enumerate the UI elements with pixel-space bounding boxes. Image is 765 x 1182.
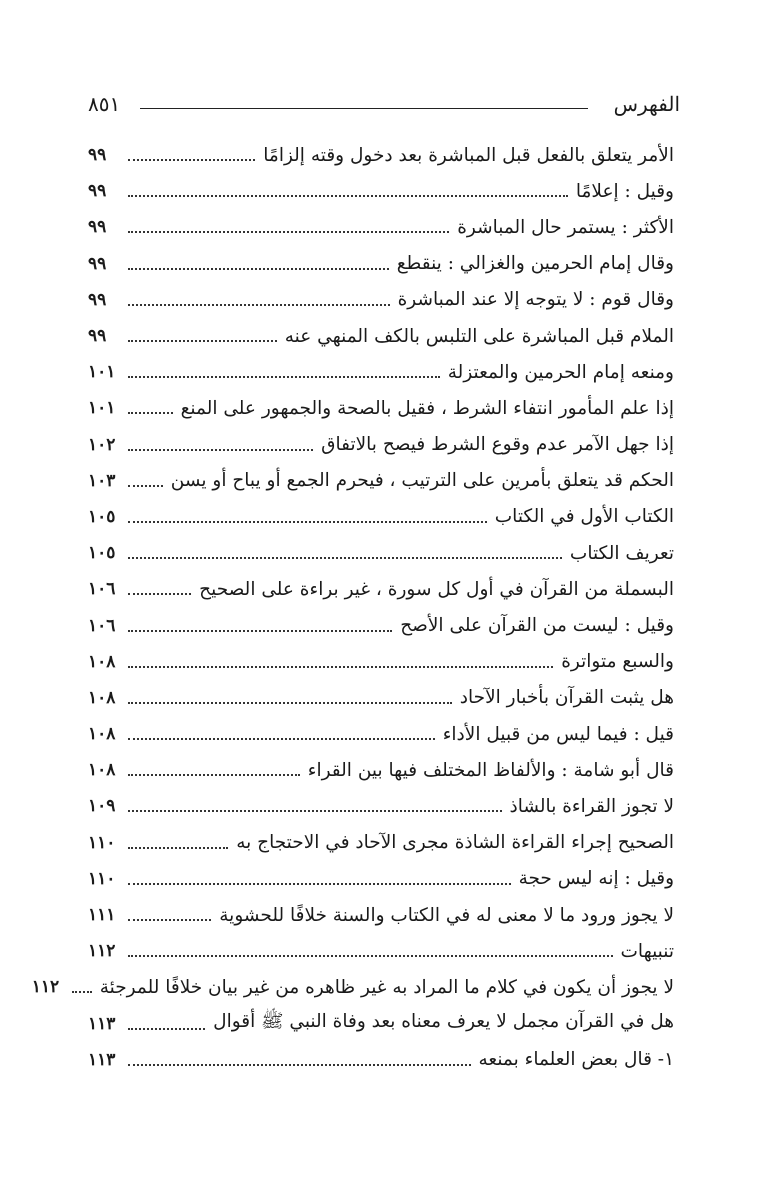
- toc-entry-page: ٩٩: [88, 326, 107, 347]
- toc-entry-title: والسبع متواترة: [561, 651, 674, 673]
- dot-leader: [128, 449, 313, 451]
- toc-entry: [88, 427, 674, 463]
- toc-entry-page: ١١١: [88, 905, 116, 926]
- toc-entry-page: ٩٩: [88, 145, 107, 166]
- toc-entry-title: ومنعه إمام الحرمين والمعتزلة: [447, 361, 674, 383]
- toc-entry: [88, 861, 674, 897]
- dot-leader: [128, 557, 562, 559]
- dot-leader: [128, 376, 440, 378]
- toc-entry: [88, 788, 674, 824]
- toc-entry-page: ١١٣: [88, 1013, 116, 1034]
- toc-entry-title: الملام قبل المباشرة على التلبس بالكف المنهي عنه: [284, 325, 674, 347]
- toc-entry-page: ١٠٣: [88, 470, 116, 491]
- toc-entry: [88, 1042, 674, 1078]
- dot-leader: [128, 1064, 471, 1066]
- toc-entry-title: الحكم قد يتعلق بأمرين على الترتيب ، فيحرم الجمع أو يباح أو يسن: [170, 470, 674, 492]
- toc-entry-title: هل في القرآن مجمل لا يعرف معناه بعد وفاة النبي ﷺ أقوال: [213, 1010, 674, 1032]
- page-header: [88, 92, 680, 122]
- toc-entry: [88, 933, 674, 969]
- toc-entry: [88, 607, 674, 643]
- toc-entry: [88, 716, 674, 752]
- toc-entry-title: لا يجوز أن يكون في كلام ما المراد به غير ظاهره من غير بيان خلافًا للمرجئة: [99, 976, 674, 998]
- header-rule: [140, 108, 588, 109]
- dot-leader: [128, 231, 449, 233]
- page-number: ٨٥١: [88, 92, 121, 116]
- toc-entry-page: ١٠١: [88, 362, 116, 383]
- dot-leader: [128, 738, 435, 740]
- toc-entry-title: وقال قوم : لا يتوجه إلا عند المباشرة: [397, 289, 674, 311]
- toc-entry-page: ١١٠: [88, 868, 116, 889]
- toc-entry-title: وقيل : ليست من القرآن على الأصح: [400, 615, 674, 637]
- toc-entry: [88, 499, 674, 535]
- toc-entry: [31, 969, 674, 1005]
- toc-entry-page: ٩٩: [88, 289, 107, 310]
- dot-leader: [128, 919, 211, 921]
- toc-entry-page: ١١٢: [31, 977, 60, 998]
- toc-entry: [88, 1006, 674, 1042]
- dot-leader: [128, 195, 568, 197]
- toc-entry-title: الأمر يتعلق بالفعل قبل المباشرة بعد دخول وقته إلزامًا: [263, 144, 674, 166]
- toc-entry-page: ١٠١: [88, 398, 116, 419]
- toc-entry-page: ١٠٥: [88, 506, 116, 527]
- toc-entry: [88, 897, 674, 933]
- dot-leader: [128, 412, 173, 414]
- toc-entry: [88, 282, 674, 318]
- dot-leader: [128, 268, 389, 270]
- toc-entry: [88, 752, 674, 788]
- running-title: الفهرس: [613, 92, 680, 116]
- table-of-contents: [31, 137, 674, 1078]
- toc-entry-page: ١١٢: [88, 941, 116, 962]
- toc-entry-title: الصحيح إجراء القراءة الشاذة مجرى الآحاد في الاحتجاج به: [236, 832, 674, 854]
- toc-entry: [88, 680, 674, 716]
- toc-entry: [88, 318, 674, 354]
- toc-entry-title: وقيل : إنه ليس حجة: [518, 868, 674, 890]
- toc-entry-title: وقيل : إعلامًا: [575, 180, 674, 202]
- toc-entry-title: قال أبو شامة : والألفاظ المختلف فيها بين القراء: [307, 759, 674, 781]
- toc-entry: [88, 137, 674, 173]
- toc-entry: [88, 390, 674, 426]
- dot-leader: [128, 630, 392, 632]
- dot-leader: [128, 304, 390, 306]
- toc-entry: [88, 535, 674, 571]
- toc-entry: [88, 644, 674, 680]
- toc-entry-page: ١٠٢: [88, 434, 116, 455]
- toc-entry-title: لا تجوز القراءة بالشاذ: [509, 795, 674, 817]
- dot-leader: [128, 485, 163, 487]
- toc-entry-title: البسملة من القرآن في أول كل سورة ، غير براءة على الصحيح: [199, 578, 674, 600]
- toc-entry-page: ١٠٦: [88, 615, 116, 636]
- toc-entry-title: إذا علم المأمور انتفاء الشرط ، فقيل بالصحة والجمهور على المنع: [180, 397, 674, 419]
- toc-entry-page: ١١٠: [88, 832, 116, 853]
- toc-entry-title: هل يثبت القرآن بأخبار الآحاد: [459, 687, 674, 709]
- toc-entry-title: الأكثر : يستمر حال المباشرة: [457, 216, 674, 238]
- toc-entry-title: لا يجوز ورود ما لا معنى له في الكتاب والسنة خلافًا للحشوية: [219, 904, 674, 926]
- dot-leader: [128, 702, 452, 704]
- toc-entry-title: قيل : فيما ليس من قبيل الأداء: [442, 723, 674, 745]
- toc-entry-page: ٩٩: [88, 253, 107, 274]
- toc-entry-page: ١٠٨: [88, 651, 116, 672]
- toc-entry-page: ٩٩: [88, 181, 107, 202]
- toc-entry-title: الكتاب الأول في الكتاب: [494, 506, 674, 528]
- dot-leader: [128, 810, 502, 812]
- dot-leader: [72, 991, 92, 993]
- toc-entry: [88, 246, 674, 282]
- toc-entry-page: ١٠٦: [88, 579, 116, 600]
- dot-leader: [128, 340, 277, 342]
- toc-entry-title: تنبيهات: [620, 940, 674, 962]
- toc-entry-page: ١٠٥: [88, 543, 116, 564]
- toc-entry: [88, 463, 674, 499]
- toc-entry: [88, 173, 674, 209]
- toc-entry-page: ٩٩: [88, 217, 107, 238]
- toc-entry-page: ١٠٨: [88, 687, 116, 708]
- toc-entry: [88, 209, 674, 245]
- dot-leader: [128, 774, 300, 776]
- toc-entry: [88, 571, 674, 607]
- toc-entry-page: ١٠٨: [88, 724, 116, 745]
- toc-entry-title: تعريف الكتاب: [569, 542, 674, 564]
- toc-entry: [88, 825, 674, 861]
- dot-leader: [128, 1028, 205, 1030]
- toc-entry-page: ١٠٨: [88, 760, 116, 781]
- toc-entry-title: وقال إمام الحرمين والغزالي : ينقطع: [396, 253, 674, 275]
- toc-entry-title: إذا جهل الآمر عدم وقوع الشرط فيصح بالاتفاق: [321, 434, 674, 456]
- dot-leader: [128, 593, 191, 595]
- dot-leader: [128, 521, 487, 523]
- toc-entry: [88, 354, 674, 390]
- dot-leader: [128, 666, 553, 668]
- toc-entry-page: ١٠٩: [88, 796, 116, 817]
- dot-leader: [128, 955, 613, 957]
- dot-leader: [128, 883, 511, 885]
- dot-leader: [128, 159, 255, 161]
- toc-entry-page: ١١٣: [88, 1049, 116, 1070]
- dot-leader: [128, 847, 228, 849]
- toc-entry-title: ١- قال بعض العلماء بمنعه: [478, 1049, 674, 1071]
